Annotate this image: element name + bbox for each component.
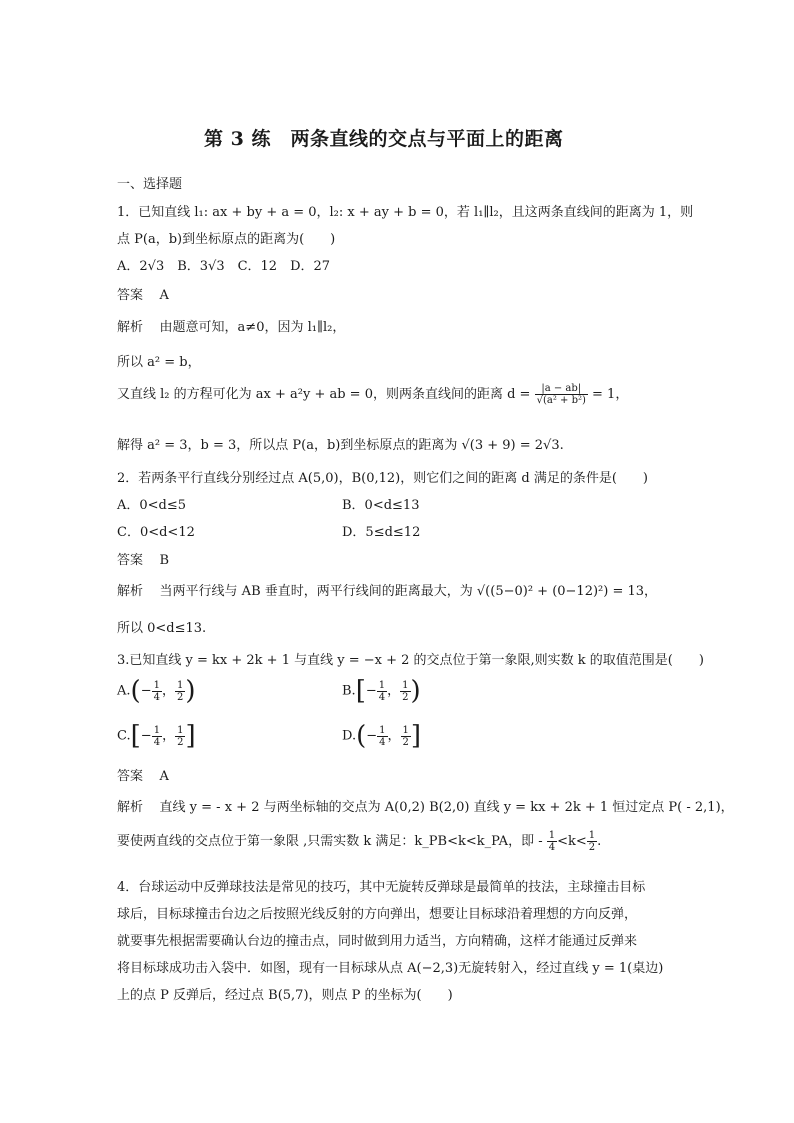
comma: ， xyxy=(162,728,176,744)
answer-value: A xyxy=(159,769,169,784)
q1-text-line1: 1．已知直线 l₁: ax + by + a = 0，l₂: x + ay + b = 0，若 l₁∥l₂，且这两条直线间的距离为 1，则 xyxy=(117,205,694,220)
fraction-denominator: 2 xyxy=(176,691,184,703)
q1-explanation-line1 xyxy=(117,316,345,335)
fraction-numerator: 1 xyxy=(153,679,160,691)
q2-option-c: C．0<d<12 xyxy=(117,525,195,540)
q3-text-line1: 3.已知直线 y = kx + 2k + 1 与直线 y = −x + 2 的交点位于第一象限,则实数 k 的取值范围是( ) xyxy=(117,653,704,668)
section-heading: 一、选择题 xyxy=(117,177,183,192)
explanation-text: . xyxy=(597,834,602,849)
comma: ， xyxy=(387,728,401,744)
q4-text-line1: 4．台球运动中反弹球技法是常见的技巧，其中无旋转反弹球是最简单的技法，主球撞击目标 xyxy=(117,880,646,895)
page-title: 第 3 练 两条直线的交点与平面上的距离 xyxy=(204,128,564,150)
fraction xyxy=(587,830,597,853)
fraction-denominator: 4 xyxy=(548,842,556,853)
explanation-text: <k< xyxy=(557,834,587,849)
answer-label: 答案 xyxy=(117,288,144,303)
option-letter: C. xyxy=(117,728,131,744)
q2-answer xyxy=(117,549,169,568)
q1-text-line2: 点 P(a，b)到坐标原点的距离为( ) xyxy=(117,232,336,247)
fraction xyxy=(175,680,185,703)
q1-explanation-line4: 解得 a² = 3，b = 3，所以点 P(a，b)到坐标原点的距离为 √(3 + 9) = 2√3. xyxy=(117,438,564,453)
minus-sign: − xyxy=(140,683,152,699)
close-bracket: ] xyxy=(410,721,422,751)
q1-options: A．2√3 B．3√3 C．12 D．27 xyxy=(117,259,331,274)
fraction-numerator: 1 xyxy=(153,724,161,736)
q3-explanation-line2 xyxy=(117,830,601,853)
q2-option-b: B．0<d≤13 xyxy=(342,498,420,513)
explanation-text: 又直线 l₂ 的方程可化为 ax + a²y + ab = 0，则两条直线间的距离 d = xyxy=(117,387,531,402)
fraction-numerator: |a − ab| xyxy=(535,383,588,395)
q1-explanation-line2: 所以 a² = b， xyxy=(117,355,201,370)
minus-sign: − xyxy=(365,683,377,699)
open-paren: ( xyxy=(356,721,367,751)
fraction-denominator: 2 xyxy=(177,736,184,748)
close-paren: ) xyxy=(185,676,196,706)
fraction-denominator: 2 xyxy=(588,842,596,853)
explanation-text: 直线 y = - x + 2 与两坐标轴的交点为 A(0,2) B(2,0) 直线 y = kx + 2k + 1 恒过定点 P( - 2,1)， xyxy=(159,800,734,815)
open-bracket: [ xyxy=(130,721,141,751)
fraction-numerator: 1 xyxy=(176,679,184,691)
q3-option-a xyxy=(117,676,196,706)
explanation-label: 解析 xyxy=(117,800,144,815)
explanation-text: = 1， xyxy=(592,387,629,402)
q3-option-c xyxy=(117,721,196,751)
q2-option-a: A．0<d≤5 xyxy=(117,498,187,513)
q3-answer xyxy=(117,765,169,784)
fraction-numerator: 1 xyxy=(588,830,596,841)
fraction-numerator: 1 xyxy=(177,724,184,736)
answer-label: 答案 xyxy=(117,553,144,568)
fraction-numerator: 1 xyxy=(402,679,409,691)
answer-value: B xyxy=(159,553,170,568)
fraction-denominator: 2 xyxy=(402,736,409,748)
fraction xyxy=(377,680,387,703)
comma: ， xyxy=(387,683,401,699)
fraction-denominator: 4 xyxy=(153,691,160,703)
minus-sign: − xyxy=(366,728,378,744)
distance-fraction xyxy=(535,383,588,406)
open-paren: ( xyxy=(130,676,141,706)
explanation-text: 当两平行线与 AB 垂直时，两平行线间的距离最大，为 √((5−0)² + (0−12)²) = 13， xyxy=(159,584,658,599)
open-bracket: [ xyxy=(355,676,366,706)
q3-option-b xyxy=(342,676,421,706)
fraction-numerator: 1 xyxy=(548,830,556,841)
fraction-numerator: 1 xyxy=(378,679,386,691)
fraction-denominator: 2 xyxy=(402,691,409,703)
minus-sign: − xyxy=(140,728,152,744)
fraction xyxy=(400,680,410,703)
fraction-numerator: 1 xyxy=(379,724,386,736)
q3-option-d xyxy=(342,721,421,751)
q4-text-line3: 就要事先根据需要确认台边的撞击点，同时做到用力适当，方向精确，这样才能通过反弹来 xyxy=(117,934,638,949)
q2-text-line1: 2．若两条平行直线分别经过点 A(5,0)，B(0,12)，则它们之间的距离 d 满足的条件是( ) xyxy=(117,471,648,486)
fraction-denominator: 4 xyxy=(153,736,161,748)
q4-text-line2: 球后，目标球撞击台边之后按照光线反射的方向弹出，想要让目标球沿着理想的方向反弹， xyxy=(117,907,638,922)
close-paren: ) xyxy=(410,676,421,706)
q2-explanation-line1 xyxy=(117,580,657,599)
option-letter: A. xyxy=(117,683,131,699)
q4-text-line4: 将目标球成功击入袋中．如图，现有一目标球从点 A(−2,3)无旋转射入，经过直线 y = 1(桌边) xyxy=(117,961,664,976)
fraction-numerator: 1 xyxy=(402,724,409,736)
explanation-label: 解析 xyxy=(117,584,144,599)
fraction xyxy=(401,725,411,748)
option-letter: B. xyxy=(342,683,356,699)
answer-label: 答案 xyxy=(117,769,144,784)
fraction-denominator: 4 xyxy=(378,691,386,703)
fraction-denominator: √(a² + b²) xyxy=(536,395,586,406)
explanation-text: 由题意可知，a≠0，因为 l₁∥l₂， xyxy=(159,320,346,335)
fraction xyxy=(547,830,557,853)
q3-explanation-line1 xyxy=(117,796,734,815)
close-bracket: ] xyxy=(185,721,196,751)
fraction-denominator: 4 xyxy=(379,736,386,748)
option-letter: D. xyxy=(342,728,357,744)
q1-explanation-line3 xyxy=(117,383,628,406)
explanation-label: 解析 xyxy=(117,320,144,335)
fraction xyxy=(152,725,162,748)
q1-answer xyxy=(117,284,169,303)
fraction xyxy=(152,680,162,703)
answer-value: A xyxy=(159,288,169,303)
q2-option-d: D．5≤d≤12 xyxy=(342,525,421,540)
comma: ， xyxy=(161,683,175,699)
fraction xyxy=(377,725,387,748)
q2-explanation-line2: 所以 0<d≤13. xyxy=(117,621,207,636)
explanation-text: 要使两直线的交点位于第一象限 ,只需实数 k 满足：k_PB<k<k_PA，即 - xyxy=(117,834,543,849)
q4-text-line5: 上的点 P 反弹后，经过点 B(5,7)，则点 P 的坐标为( ) xyxy=(117,988,453,1003)
fraction xyxy=(175,725,185,748)
